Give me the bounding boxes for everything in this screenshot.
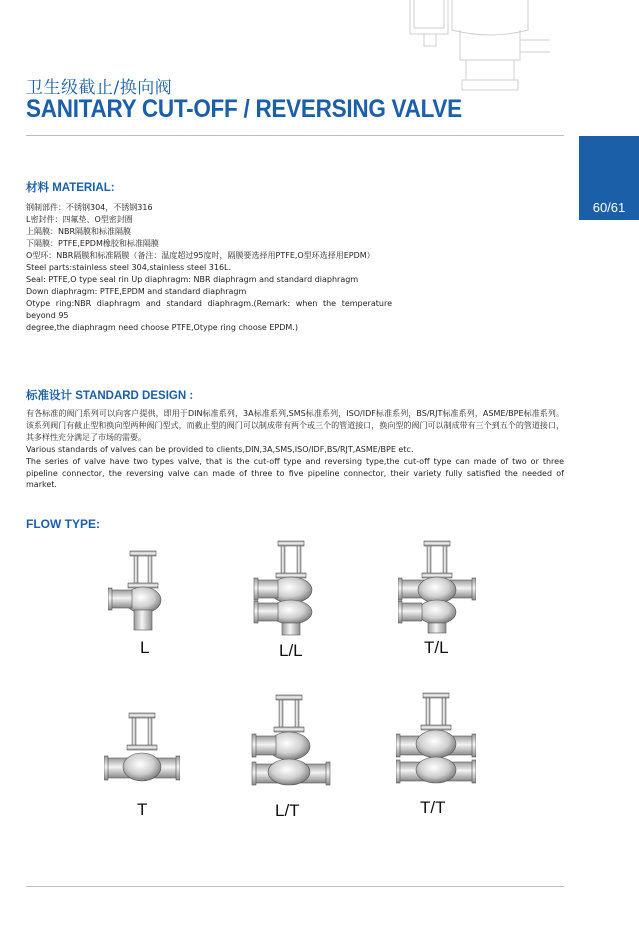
material-line: O型环：NBR隔膜和标准隔膜（备注：温度超过95度时，隔膜要选择用PTFE,O型环选择用EPDM） xyxy=(26,250,375,260)
flow-type-t-t-diagram xyxy=(396,692,476,788)
flow-type-label: T/T xyxy=(420,798,446,817)
material-line: 上隔膜：NBR隔膜和标准隔膜 xyxy=(26,226,132,236)
footer-divider xyxy=(26,886,564,887)
material-line: Down diaphragm: PTFE,EPDM and standard diaphragm xyxy=(26,286,247,296)
material-line: 下隔膜：PTFE,EPDM橡胶和标准隔膜 xyxy=(26,238,159,248)
standard-design-paragraph: 有各标准的阀门系列可以向客户提供，即用于DIN标准系列，3A标准系列,SMS标准系列，ISO/IDF标准系列，BS/RJT标准系列，ASME/BPE标准系列。该系列阀门有截止型和换向型两种阀门型式，而截止型的阀门可以制成带有两个或三个的管道接口，换向型的阀门可以制成带有三个到五个的管道接口，其多样性充分满足了市场的需要。 xyxy=(26,409,564,442)
material-line: L密封件：四氟垫、O型密封圈 xyxy=(26,214,133,224)
flow-type-l-diagram xyxy=(108,550,178,634)
flow-type-l-l-diagram xyxy=(250,540,334,638)
material-line: degree,the diaphragm need choose PTFE,Otype ring choose EPDM.) xyxy=(26,322,298,332)
flow-type-label: T xyxy=(137,800,148,819)
page-number: 60/61 xyxy=(592,200,626,215)
flow-type-heading: FLOW TYPE: xyxy=(26,517,100,531)
flow-type-t-l-diagram xyxy=(398,540,476,634)
flow-type-label: L xyxy=(140,638,150,657)
flow-type-label: T/L xyxy=(424,638,449,657)
material-text xyxy=(26,202,392,333)
flow-type-t-diagram xyxy=(104,712,180,792)
material-line: Steel parts:stainless steel 304,stainless steel 316L. xyxy=(26,262,232,272)
page-title: SANITARY CUT-OFF / REVERSING VALVE xyxy=(26,95,462,123)
title-chinese: 卫生级截止/换向阀 xyxy=(26,78,173,98)
page-number-tab xyxy=(579,136,639,220)
flow-type-label: L/T xyxy=(275,801,300,820)
flow-type-l-t-diagram xyxy=(248,694,332,790)
standard-design-paragraph: The series of valve have two types valve, that is the cut-off type and reversing type,the cut-off type can made of two or three pipeline connector, the reversing valve can made of three to five pipeline connector, their variety fully satisfied the needed of market. xyxy=(26,456,564,490)
valve-illustration-fragment xyxy=(400,0,550,92)
material-line: Seal: PTFE,O type seal rin Up diaphragm: NBR diaphragm and standard diaphragm xyxy=(26,274,359,284)
standard-design-paragraph: Various standards of valves can be provided to clients,DIN,3A,SMS,ISO/IDF,BS/RJT,ASME/BPE etc. xyxy=(26,444,414,454)
standard-design-heading: 标准设计 STANDARD DESIGN : xyxy=(26,390,194,402)
header-divider xyxy=(26,135,564,136)
material-heading: 材料 MATERIAL: xyxy=(26,182,115,194)
standard-design-text xyxy=(26,408,564,491)
material-line: Otype ring:NBR diaphragm and standard diaphragm.(Remark: when the temperature beyond 95 xyxy=(26,298,392,320)
flow-type-label: L/L xyxy=(279,641,303,660)
material-line: 钢制部件：不锈钢304，不锈钢316 xyxy=(26,203,153,212)
